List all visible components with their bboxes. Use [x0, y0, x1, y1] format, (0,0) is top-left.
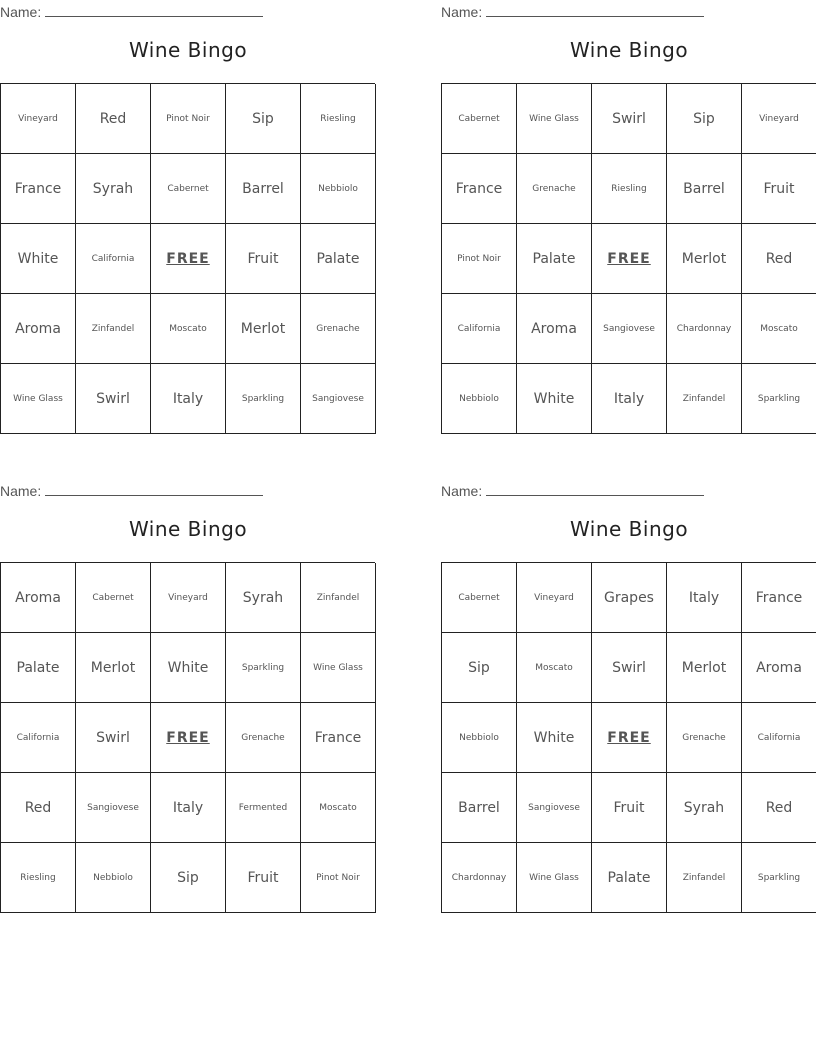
bingo-cell[interactable]: California [742, 703, 816, 773]
bingo-cell[interactable]: Barrel [667, 154, 742, 224]
bingo-cell[interactable]: France [301, 703, 376, 773]
bingo-cell[interactable]: Swirl [592, 84, 667, 154]
name-label: Name: [441, 483, 483, 499]
bingo-cell[interactable]: Palate [517, 224, 592, 294]
bingo-grid [0, 83, 375, 434]
bingo-cell[interactable]: Riesling [592, 154, 667, 224]
bingo-cell[interactable]: Zinfandel [667, 843, 742, 913]
bingo-cell[interactable]: Italy [667, 563, 742, 633]
bingo-cell[interactable]: Fruit [742, 154, 816, 224]
card-title: Wine Bingo [128, 517, 248, 541]
bingo-cell[interactable]: Pinot Noir [151, 84, 226, 154]
bingo-cell[interactable]: Barrel [442, 773, 517, 843]
name-field [441, 481, 704, 500]
bingo-cell[interactable]: Riesling [301, 84, 376, 154]
name-label: Name: [0, 4, 42, 20]
bingo-cell[interactable]: Palate [301, 224, 376, 294]
bingo-cell[interactable]: Sparkling [742, 364, 816, 434]
bingo-cell[interactable]: Merlot [667, 224, 742, 294]
bingo-cell[interactable]: Sparkling [742, 843, 816, 913]
bingo-cell[interactable]: Merlot [667, 633, 742, 703]
bingo-cell[interactable]: Italy [151, 364, 226, 434]
bingo-cell[interactable]: California [1, 703, 76, 773]
bingo-cell[interactable]: Aroma [517, 294, 592, 364]
name-blank-line[interactable] [45, 2, 263, 17]
bingo-cell[interactable]: Grapes [592, 563, 667, 633]
bingo-cell[interactable]: White [151, 633, 226, 703]
name-field [0, 481, 263, 500]
bingo-cell[interactable]: Sangiovese [301, 364, 376, 434]
name-blank-line[interactable] [486, 481, 704, 496]
name-blank-line[interactable] [486, 2, 704, 17]
bingo-cell[interactable]: Grenache [226, 703, 301, 773]
bingo-cell[interactable]: Sip [151, 843, 226, 913]
bingo-cell[interactable]: Aroma [1, 294, 76, 364]
bingo-cell[interactable]: Red [1, 773, 76, 843]
bingo-cell[interactable]: Palate [592, 843, 667, 913]
bingo-cell[interactable]: Palate [1, 633, 76, 703]
bingo-cell[interactable]: White [1, 224, 76, 294]
card-title: Wine Bingo [569, 38, 689, 62]
name-label: Name: [441, 4, 483, 20]
free-space-cell[interactable]: FREE [592, 224, 667, 294]
bingo-cell[interactable]: Wine Glass [517, 84, 592, 154]
bingo-cell[interactable]: France [742, 563, 816, 633]
bingo-cell[interactable]: Syrah [76, 154, 151, 224]
bingo-cell[interactable]: Wine Glass [1, 364, 76, 434]
bingo-cell[interactable]: Nebbiolo [301, 154, 376, 224]
bingo-cell[interactable]: France [1, 154, 76, 224]
bingo-cell[interactable]: Sangiovese [76, 773, 151, 843]
bingo-cell[interactable]: Chardonnay [442, 843, 517, 913]
bingo-cell[interactable]: Cabernet [151, 154, 226, 224]
bingo-cell[interactable]: Sparkling [226, 364, 301, 434]
bingo-cell[interactable]: Pinot Noir [442, 224, 517, 294]
bingo-cell[interactable]: Italy [151, 773, 226, 843]
bingo-cell[interactable]: Sparkling [226, 633, 301, 703]
bingo-cell[interactable]: Grenache [301, 294, 376, 364]
bingo-cell[interactable]: Swirl [76, 364, 151, 434]
bingo-cell[interactable]: Wine Glass [517, 843, 592, 913]
name-field [441, 2, 704, 21]
bingo-cell[interactable]: Red [742, 773, 816, 843]
bingo-cell[interactable]: Riesling [1, 843, 76, 913]
bingo-cell[interactable]: Zinfandel [667, 364, 742, 434]
bingo-cell[interactable]: Cabernet [442, 84, 517, 154]
bingo-cell[interactable]: Swirl [592, 633, 667, 703]
bingo-cell[interactable]: California [442, 294, 517, 364]
bingo-cell[interactable]: Nebbiolo [442, 364, 517, 434]
bingo-cell[interactable]: Sangiovese [517, 773, 592, 843]
bingo-cell[interactable]: White [517, 703, 592, 773]
bingo-card-1 [0, 0, 376, 452]
bingo-cell[interactable]: Swirl [76, 703, 151, 773]
bingo-cell[interactable]: Aroma [742, 633, 816, 703]
bingo-cell[interactable]: Syrah [226, 563, 301, 633]
bingo-cell[interactable]: Pinot Noir [301, 843, 376, 913]
free-space-cell[interactable]: FREE [151, 703, 226, 773]
bingo-cell[interactable]: Vineyard [742, 84, 816, 154]
bingo-cell[interactable]: Red [76, 84, 151, 154]
bingo-cell[interactable]: White [517, 364, 592, 434]
bingo-cell[interactable]: Sip [667, 84, 742, 154]
bingo-cell[interactable]: Fruit [226, 843, 301, 913]
bingo-cell[interactable]: Merlot [76, 633, 151, 703]
bingo-cell[interactable]: Grenache [517, 154, 592, 224]
bingo-cell[interactable]: California [76, 224, 151, 294]
name-blank-line[interactable] [45, 481, 263, 496]
bingo-cell[interactable]: Moscato [151, 294, 226, 364]
bingo-grid [441, 562, 816, 913]
bingo-grid [0, 562, 375, 913]
bingo-cell[interactable]: Zinfandel [301, 563, 376, 633]
free-space-cell[interactable]: FREE [592, 703, 667, 773]
bingo-cell[interactable]: Nebbiolo [442, 703, 517, 773]
bingo-cell[interactable]: Moscato [742, 294, 816, 364]
bingo-cell[interactable]: Red [742, 224, 816, 294]
bingo-cell[interactable]: Chardonnay [667, 294, 742, 364]
bingo-cell[interactable]: Wine Glass [301, 633, 376, 703]
bingo-cell[interactable]: Fruit [226, 224, 301, 294]
bingo-cell[interactable]: Aroma [1, 563, 76, 633]
bingo-cell[interactable]: France [442, 154, 517, 224]
card-title: Wine Bingo [128, 38, 248, 62]
bingo-cell[interactable]: Vineyard [517, 563, 592, 633]
bingo-cell[interactable]: Sip [442, 633, 517, 703]
card-title: Wine Bingo [569, 517, 689, 541]
bingo-card-2 [441, 0, 816, 452]
bingo-cell[interactable]: Grenache [667, 703, 742, 773]
bingo-card-4 [441, 479, 816, 931]
bingo-cell[interactable]: Cabernet [442, 563, 517, 633]
bingo-cell[interactable]: Moscato [301, 773, 376, 843]
bingo-cell[interactable]: Sangiovese [592, 294, 667, 364]
name-label: Name: [0, 483, 42, 499]
bingo-cell[interactable]: Zinfandel [76, 294, 151, 364]
bingo-cell[interactable]: Fermented [226, 773, 301, 843]
bingo-cell[interactable]: Barrel [226, 154, 301, 224]
bingo-cell[interactable]: Italy [592, 364, 667, 434]
bingo-grid [441, 83, 816, 434]
bingo-cell[interactable]: Cabernet [76, 563, 151, 633]
name-field [0, 2, 263, 21]
bingo-cell[interactable]: Moscato [517, 633, 592, 703]
free-space-cell[interactable]: FREE [151, 224, 226, 294]
bingo-cell[interactable]: Sip [226, 84, 301, 154]
bingo-cell[interactable]: Merlot [226, 294, 301, 364]
bingo-cell[interactable]: Vineyard [1, 84, 76, 154]
bingo-cell[interactable]: Vineyard [151, 563, 226, 633]
bingo-cell[interactable]: Nebbiolo [76, 843, 151, 913]
bingo-cell[interactable]: Syrah [667, 773, 742, 843]
bingo-card-3 [0, 479, 376, 931]
bingo-cell[interactable]: Fruit [592, 773, 667, 843]
